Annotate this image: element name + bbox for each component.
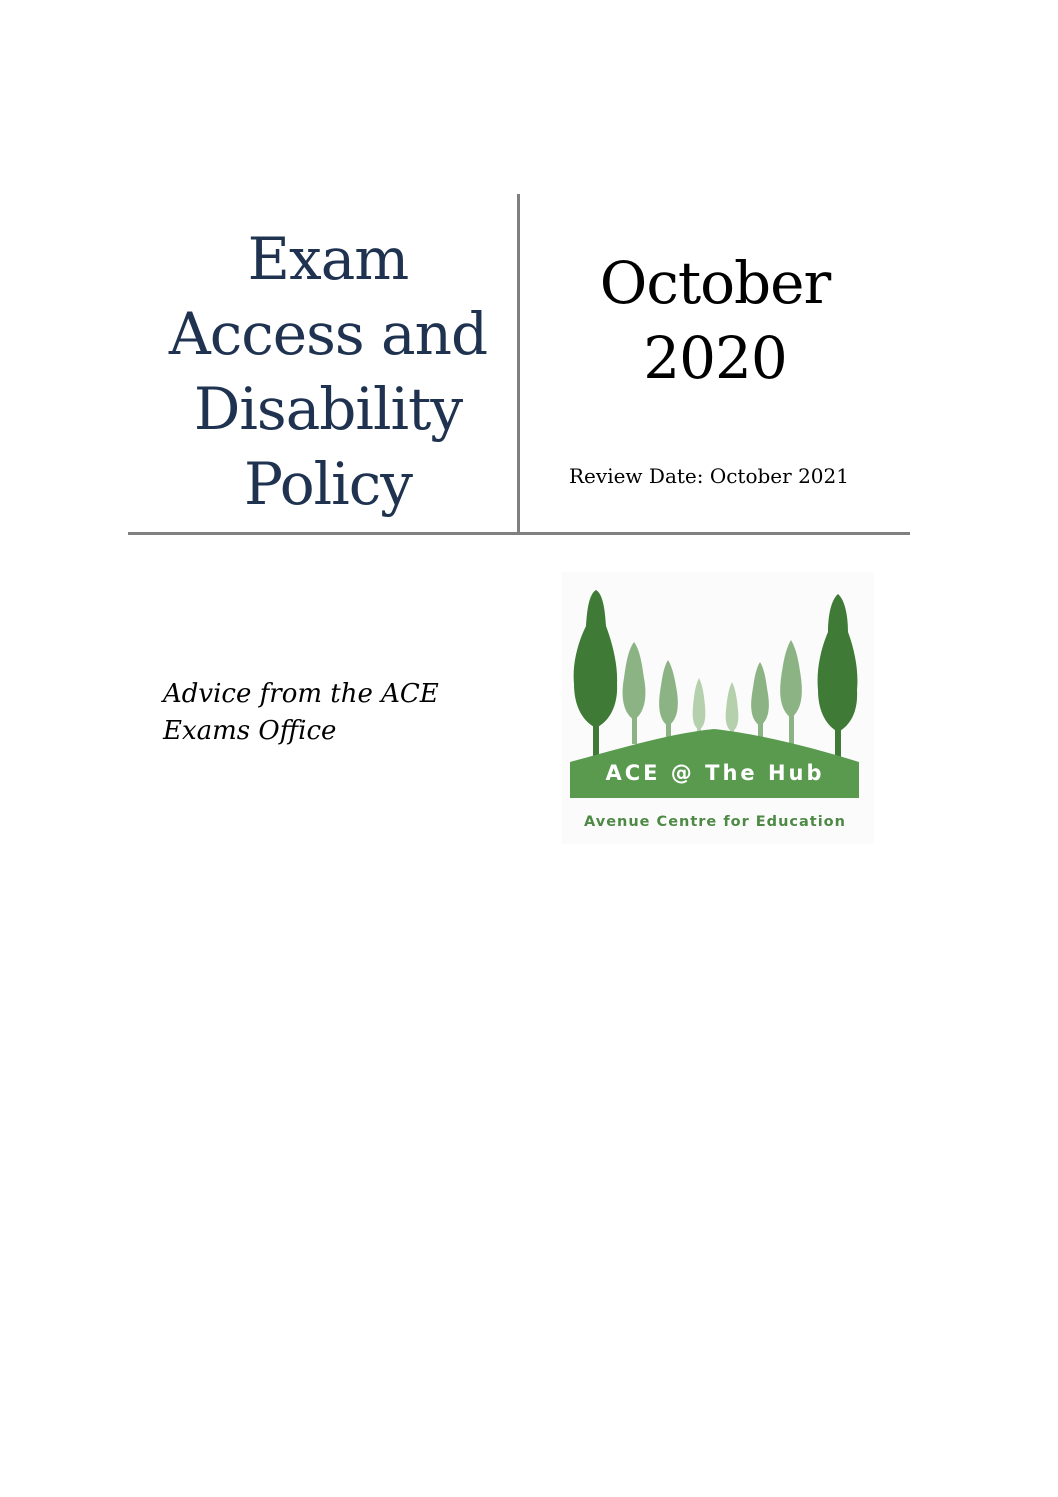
title-line-2: Access and bbox=[168, 300, 488, 368]
policy-date bbox=[560, 246, 870, 396]
document-title bbox=[140, 222, 516, 522]
advice-line-2: Exams Office bbox=[163, 716, 337, 746]
logo-name: ACE @ The Hub bbox=[605, 761, 825, 785]
horizontal-divider bbox=[128, 532, 910, 535]
ace-hub-logo bbox=[562, 572, 874, 844]
title-line-3: Disability bbox=[193, 375, 463, 443]
title-line-4: Policy bbox=[244, 450, 412, 518]
date-month: October bbox=[599, 249, 831, 317]
review-date: Review Date: October 2021 bbox=[569, 464, 849, 488]
cypress-trees-on-hill-logo-icon bbox=[562, 572, 874, 844]
date-year: 2020 bbox=[643, 324, 787, 392]
vertical-divider bbox=[517, 194, 520, 532]
logo-tagline: Avenue Centre for Education bbox=[584, 814, 846, 830]
title-line-1: Exam bbox=[247, 225, 409, 293]
advice-text bbox=[163, 676, 439, 750]
advice-line-1: Advice from the ACE bbox=[163, 679, 439, 709]
